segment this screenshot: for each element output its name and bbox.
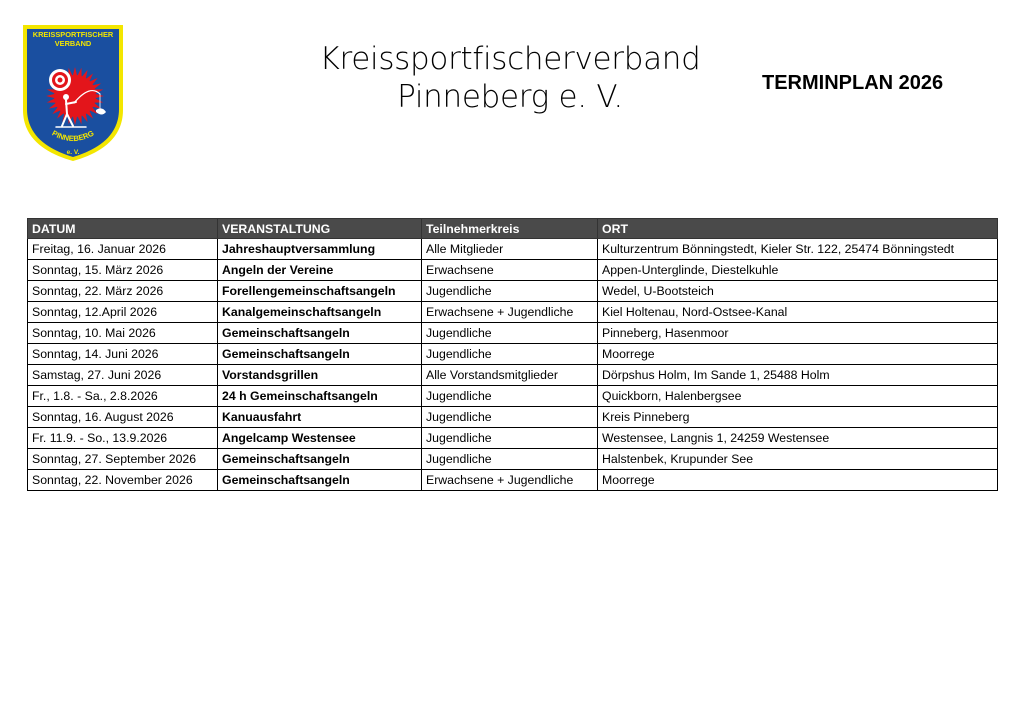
cell-teilnehmerkreis: Jugendliche (422, 281, 598, 302)
table-row (28, 365, 998, 386)
cell-ort: Kiel Holtenau, Nord-Ostsee-Kanal (598, 302, 998, 323)
cell-datum: Sonntag, 27. September 2026 (28, 449, 218, 470)
cell-veranstaltung: Gemeinschaftsangeln (218, 323, 422, 344)
cell-veranstaltung: 24 h Gemeinschaftsangeln (218, 386, 422, 407)
table-row (28, 449, 998, 470)
cell-ort: Quickborn, Halenbergsee (598, 386, 998, 407)
cell-datum: Freitag, 16. Januar 2026 (28, 239, 218, 260)
cell-veranstaltung: Jahreshauptversammlung (218, 239, 422, 260)
cell-ort: Westensee, Langnis 1, 24259 Westensee (598, 428, 998, 449)
cell-veranstaltung: Kanalgemeinschaftsangeln (218, 302, 422, 323)
cell-veranstaltung: Forellengemeinschaftsangeln (218, 281, 422, 302)
cell-datum: Sonntag, 12.April 2026 (28, 302, 218, 323)
cell-datum: Sonntag, 16. August 2026 (28, 407, 218, 428)
header-datum: DATUM (28, 219, 218, 239)
cell-veranstaltung: Gemeinschaftsangeln (218, 470, 422, 491)
logo-top-text-1: KREISSPORTFISCHER (32, 30, 114, 39)
table-row (28, 428, 998, 449)
cell-datum: Sonntag, 14. Juni 2026 (28, 344, 218, 365)
organization-name: Kreissportfischerverband (319, 41, 701, 77)
table-row (28, 470, 998, 491)
organization-location: Pinneberg e. V. (397, 79, 623, 115)
cell-veranstaltung: Gemeinschaftsangeln (218, 344, 422, 365)
cell-ort: Kulturzentrum Bönningstedt, Kieler Str. 122, 25474 Bönningstedt (598, 239, 998, 260)
cell-teilnehmerkreis: Erwachsene + Jugendliche (422, 302, 598, 323)
cell-veranstaltung: Angelcamp Westensee (218, 428, 422, 449)
cell-teilnehmerkreis: Erwachsene (422, 260, 598, 281)
table-header-row (28, 219, 998, 239)
table-row (28, 281, 998, 302)
organization-title (300, 40, 720, 116)
cell-teilnehmerkreis: Jugendliche (422, 344, 598, 365)
cell-veranstaltung: Angeln der Vereine (218, 260, 422, 281)
cell-teilnehmerkreis: Jugendliche (422, 323, 598, 344)
logo-bottom-suffix: e. V. (66, 149, 80, 156)
cell-veranstaltung: Gemeinschaftsangeln (218, 449, 422, 470)
cell-teilnehmerkreis: Erwachsene + Jugendliche (422, 470, 598, 491)
cell-ort: Halstenbek, Krupunder See (598, 449, 998, 470)
cell-datum: Fr. 11.9. - So., 13.9.2026 (28, 428, 218, 449)
logo-bottom-text: PINNEBERG (50, 128, 96, 144)
cell-ort: Pinneberg, Hasenmoor (598, 323, 998, 344)
cell-datum: Sonntag, 15. März 2026 (28, 260, 218, 281)
cell-teilnehmerkreis: Jugendliche (422, 428, 598, 449)
cell-datum: Samstag, 27. Juni 2026 (28, 365, 218, 386)
cell-teilnehmerkreis: Jugendliche (422, 386, 598, 407)
cell-datum: Sonntag, 10. Mai 2026 (28, 323, 218, 344)
header-ort: ORT (598, 219, 998, 239)
cell-datum: Fr., 1.8. - Sa., 2.8.2026 (28, 386, 218, 407)
cell-teilnehmerkreis: Jugendliche (422, 449, 598, 470)
cell-teilnehmerkreis: Alle Mitglieder (422, 239, 598, 260)
cell-ort: Appen-Unterglinde, Diestelkuhle (598, 260, 998, 281)
header-teilnehmerkreis: Teilnehmerkreis (422, 219, 598, 239)
table-row (28, 323, 998, 344)
table-row (28, 344, 998, 365)
cell-veranstaltung: Kanuausfahrt (218, 407, 422, 428)
cell-datum: Sonntag, 22. März 2026 (28, 281, 218, 302)
table-row (28, 260, 998, 281)
plan-title: TERMINPLAN 2026 (762, 72, 944, 94)
cell-veranstaltung: Vorstandsgrillen (218, 365, 422, 386)
cell-ort: Kreis Pinneberg (598, 407, 998, 428)
cell-ort: Moorrege (598, 470, 998, 491)
header-veranstaltung: VERANSTALTUNG (218, 219, 422, 239)
cell-datum: Sonntag, 22. November 2026 (28, 470, 218, 491)
schedule-body (28, 239, 998, 491)
table-row (28, 386, 998, 407)
schedule-table (27, 218, 998, 491)
cell-teilnehmerkreis: Alle Vorstandsmitglieder (422, 365, 598, 386)
table-row (28, 407, 998, 428)
cell-teilnehmerkreis: Jugendliche (422, 407, 598, 428)
logo-top-text-2: VERBAND (54, 39, 92, 48)
target-icon (49, 69, 71, 91)
cell-ort: Dörpshus Holm, Im Sande 1, 25488 Holm (598, 365, 998, 386)
cell-ort: Wedel, U-Bootsteich (598, 281, 998, 302)
club-logo (20, 22, 126, 164)
cell-ort: Moorrege (598, 344, 998, 365)
table-row (28, 239, 998, 260)
table-row (28, 302, 998, 323)
